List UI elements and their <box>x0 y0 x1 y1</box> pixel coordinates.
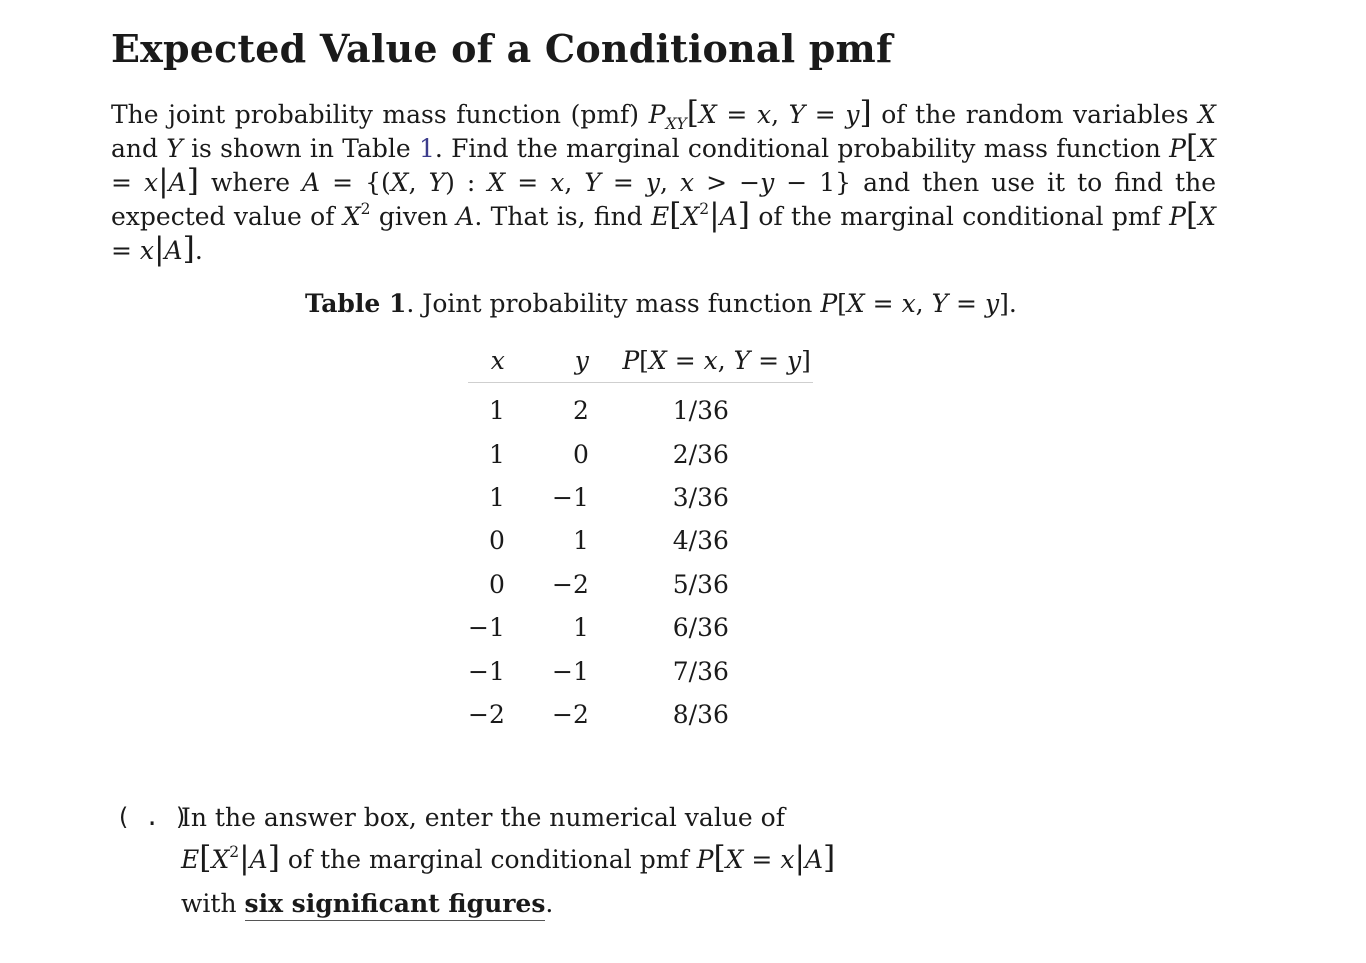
cell-x: 1 <box>488 396 505 426</box>
table-row <box>468 476 813 519</box>
table-reference-link[interactable]: 1 <box>418 134 435 163</box>
cell-y: −2 <box>552 699 589 729</box>
cell-probability: 7/36 <box>672 656 729 686</box>
cell-y: 1 <box>572 526 589 556</box>
cell-y: −2 <box>552 569 589 599</box>
cell-probability: 4/36 <box>672 526 729 556</box>
cell-y: 0 <box>572 439 589 469</box>
question-line-2: $E[X^2|A]$ of the marginal conditional pmf P[X = x|A] <box>181 840 836 876</box>
cell-probability: 1/36 <box>672 396 729 426</box>
table-row <box>468 432 813 475</box>
cell-probability: 3/36 <box>672 482 729 512</box>
header-y: y <box>574 345 589 375</box>
cell-y: 1 <box>572 613 589 643</box>
table-row <box>468 519 813 562</box>
cell-x: −1 <box>468 656 505 686</box>
question-marker: ( . ) <box>116 803 189 831</box>
cell-probability: 8/36 <box>672 699 729 729</box>
joint-pmf-expression: $P_{XY}$ <box>648 100 687 133</box>
header-probability: P[X = x, Y = y] <box>622 345 811 375</box>
table-header-row <box>468 338 813 383</box>
question-line-1: In the answer box, enter the numerical value of <box>181 803 785 832</box>
cell-x: 0 <box>488 526 505 556</box>
cell-probability: 2/36 <box>672 439 729 469</box>
table-row <box>468 649 813 692</box>
question-line-3: with six significant figures. <box>181 889 553 918</box>
cell-y: −1 <box>552 482 589 512</box>
cell-x: −2 <box>468 699 505 729</box>
header-x: x <box>490 345 505 375</box>
page-title: Expected Value of a Conditional pmf <box>111 26 893 71</box>
cell-x: −1 <box>468 613 505 643</box>
cell-probability: 6/36 <box>672 613 729 643</box>
cell-x: 0 <box>488 569 505 599</box>
significant-figures-emphasis: six significant figures <box>245 889 546 921</box>
table-row <box>468 563 813 606</box>
cell-y: −1 <box>552 656 589 686</box>
cell-x: 1 <box>488 482 505 512</box>
problem-statement: The joint probability mass function (pmf) $P_{XY}[X = x$, Y = y] of the random variables X and Y is shown in Table 1. Find the marginal conditional probability mass function P[X = x|A] where A = {(X, Y) : X = x, Y = y, x > −y − 1} and then use it to find the expected value of $X^2$ given A. That is, find $E[X^2|A]$ of the marginal conditional pmf P[X = x|A]. <box>111 95 1216 267</box>
table-row <box>468 383 813 433</box>
cell-probability: 5/36 <box>672 569 729 599</box>
cell-x: 1 <box>488 439 505 469</box>
table-caption: Table 1. Joint probability mass function P[X = x, Y = y]. <box>305 289 1017 318</box>
table-row <box>468 693 813 736</box>
table-row <box>468 606 813 649</box>
joint-pmf-table <box>468 338 813 736</box>
cell-y: 2 <box>572 396 589 426</box>
